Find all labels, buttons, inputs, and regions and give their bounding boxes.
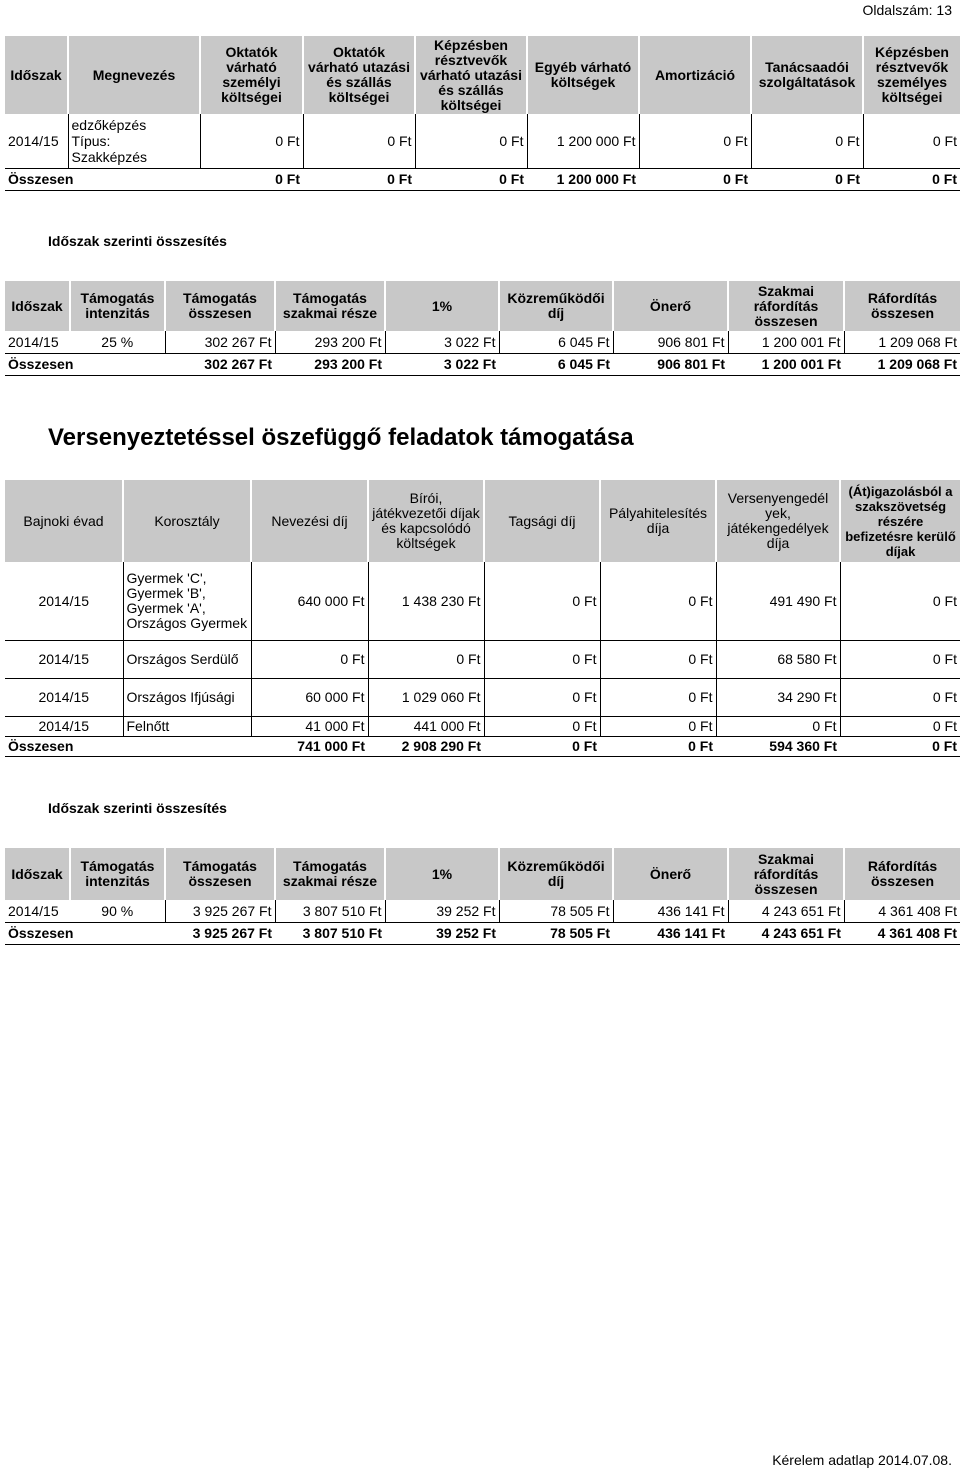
value-cell: 0 Ft: [751, 114, 863, 168]
value-cell: 0 Ft: [251, 640, 368, 678]
name-line: Szakképzés: [71, 148, 147, 165]
table-row: [5, 716, 960, 736]
value-cell: 34 290 Ft: [716, 678, 840, 716]
total-value: 594 360 Ft: [716, 736, 840, 756]
col-header: Tagsági díj: [484, 480, 600, 562]
section-title: Időszak szerinti összesítés: [48, 233, 227, 249]
col-header: Bajnoki évad: [5, 480, 123, 562]
total-value: 293 200 Ft: [275, 353, 385, 375]
col-header: Ráfordítás összesen: [844, 281, 960, 331]
value-cell: 0 Ft: [600, 562, 716, 640]
value-cell: 0 Ft: [303, 114, 415, 168]
col-header: Oktatók várható személyi költségei: [200, 36, 303, 114]
col-header: Ráfordítás összesen: [844, 848, 960, 900]
col-header: Időszak: [5, 848, 70, 900]
total-label: Összesen: [5, 353, 165, 375]
total-row: [5, 353, 960, 375]
value-cell: 0 Ft: [484, 716, 600, 736]
col-header: Egyéb várható költségek: [527, 36, 639, 114]
col-header: Közreműködői díj: [499, 848, 613, 900]
value-cell: 1 200 001 Ft: [728, 331, 844, 353]
col-header: Szakmai ráfordítás összesen: [728, 848, 844, 900]
value-cell: 39 252 Ft: [385, 900, 499, 922]
name-line: Típus:: [71, 132, 111, 149]
value-cell: 0 Ft: [840, 562, 960, 640]
total-value: 436 141 Ft: [613, 922, 728, 944]
period-cell: 2014/15: [5, 114, 68, 168]
col-header: 1%: [385, 848, 499, 900]
value-cell: 0 Ft: [840, 716, 960, 736]
season-cell: 2014/15: [5, 640, 123, 678]
total-value: 0 Ft: [484, 736, 600, 756]
col-header: 1%: [385, 281, 499, 331]
section-title: Időszak szerinti összesítés: [48, 800, 227, 816]
value-cell: 302 267 Ft: [165, 331, 275, 353]
value-cell: 0 Ft: [863, 114, 960, 168]
value-cell: 441 000 Ft: [368, 716, 484, 736]
value-cell: 491 490 Ft: [716, 562, 840, 640]
value-cell: 0 Ft: [840, 678, 960, 716]
value-cell: 1 209 068 Ft: [844, 331, 960, 353]
col-header: Képzésben résztvevők várható utazási és szállás költségei: [415, 36, 527, 114]
col-header: Tanácsaadói szolgáltatások: [751, 36, 863, 114]
page-title: Versenyeztetéssel öszefüggő feladatok támogatása: [48, 424, 634, 451]
col-header: Időszak: [5, 281, 70, 331]
value-cell: 60 000 Ft: [251, 678, 368, 716]
value-cell: 6 045 Ft: [499, 331, 613, 353]
value-cell: 3 925 267 Ft: [165, 900, 275, 922]
col-header: Korosztály: [123, 480, 251, 562]
total-row: [5, 922, 960, 944]
col-header: Nevezési díj: [251, 480, 368, 562]
col-header: Támogatás szakmai része: [275, 848, 385, 900]
name-line: edzőképzés: [71, 116, 147, 133]
total-value: 741 000 Ft: [251, 736, 368, 756]
col-header: Oktatók várható utazási és szállás költségei: [303, 36, 415, 114]
value-cell: 78 505 Ft: [499, 900, 613, 922]
table-row: [5, 114, 960, 168]
value-cell: 0 Ft: [600, 678, 716, 716]
total-label: Összesen: [5, 922, 165, 944]
col-header: Támogatás intenzitás: [70, 848, 165, 900]
total-value: 39 252 Ft: [385, 922, 499, 944]
value-cell: 0 Ft: [484, 562, 600, 640]
value-cell: 25 %: [70, 331, 165, 353]
col-header: Időszak: [5, 36, 68, 114]
total-value: 0 Ft: [840, 736, 960, 756]
total-value: 3 925 267 Ft: [165, 922, 275, 944]
value-cell: 68 580 Ft: [716, 640, 840, 678]
age-group-cell: Felnőtt: [123, 716, 251, 736]
page-footer: Kérelem adatlap 2014.07.08.: [772, 1452, 952, 1468]
total-value: 2 908 290 Ft: [368, 736, 484, 756]
total-value: 1 200 000 Ft: [527, 168, 639, 190]
value-cell: 0 Ft: [368, 640, 484, 678]
col-header: Támogatás összesen: [165, 848, 275, 900]
season-cell: 2014/15: [5, 678, 123, 716]
total-row: [5, 168, 960, 190]
age-group-cell: Országos Ifjúsági: [123, 678, 251, 716]
age-group-cell: Országos Serdülő: [123, 640, 251, 678]
total-value: 4 243 651 Ft: [728, 922, 844, 944]
col-header: Önerő: [613, 848, 728, 900]
total-value: 3 807 510 Ft: [275, 922, 385, 944]
col-header: Szakmai ráfordítás összesen: [728, 281, 844, 331]
col-header: Közreműködői díj: [499, 281, 613, 331]
value-cell: 1 200 000 Ft: [527, 114, 639, 168]
total-label: Összesen: [5, 168, 200, 190]
value-cell: 4 243 651 Ft: [728, 900, 844, 922]
col-header: Megnevezés: [68, 36, 200, 114]
col-header: Pályahitelesítés díja: [600, 480, 716, 562]
table-row: [5, 562, 960, 640]
value-cell: 0 Ft: [600, 640, 716, 678]
value-cell: 0 Ft: [600, 716, 716, 736]
value-cell: 4 361 408 Ft: [844, 900, 960, 922]
col-header: (Át)igazolásból a szakszövetség részére befizetésre kerülő díjak: [840, 480, 960, 562]
value-cell: 0 Ft: [484, 640, 600, 678]
value-cell: 3 807 510 Ft: [275, 900, 385, 922]
value-cell: 1 438 230 Ft: [368, 562, 484, 640]
col-header: Támogatás összesen: [165, 281, 275, 331]
value-cell: 640 000 Ft: [251, 562, 368, 640]
total-value: 6 045 Ft: [499, 353, 613, 375]
total-value: 0 Ft: [303, 168, 415, 190]
total-value: 302 267 Ft: [165, 353, 275, 375]
total-value: 0 Ft: [600, 736, 716, 756]
page-number: Oldalszám: 13: [862, 2, 952, 18]
total-value: 78 505 Ft: [499, 922, 613, 944]
col-header: Képzésben résztvevők személyes költségei: [863, 36, 960, 114]
value-cell: 0 Ft: [716, 716, 840, 736]
value-cell: 436 141 Ft: [613, 900, 728, 922]
age-group-cell: Gyermek 'C', Gyermek 'B', Gyermek 'A', Országos Gyermek: [123, 562, 251, 640]
table-row: [5, 678, 960, 716]
value-cell: 90 %: [70, 900, 165, 922]
value-cell: 906 801 Ft: [613, 331, 728, 353]
summary-table: [5, 281, 960, 376]
value-cell: 293 200 Ft: [275, 331, 385, 353]
col-header: Bírói, játékvezetői díjak és kapcsolódó költségek: [368, 480, 484, 562]
col-header: Amortizáció: [639, 36, 751, 114]
total-value: 0 Ft: [200, 168, 303, 190]
name-cell: [68, 114, 200, 168]
total-value: 0 Ft: [639, 168, 751, 190]
total-row: [5, 736, 960, 756]
col-header: Önerő: [613, 281, 728, 331]
season-cell: 2014/15: [5, 716, 123, 736]
total-value: 4 361 408 Ft: [844, 922, 960, 944]
season-cell: 2014/15: [5, 562, 123, 640]
total-value: 3 022 Ft: [385, 353, 499, 375]
total-value: 1 200 001 Ft: [728, 353, 844, 375]
value-cell: 3 022 Ft: [385, 331, 499, 353]
value-cell: 41 000 Ft: [251, 716, 368, 736]
total-value: 0 Ft: [863, 168, 960, 190]
value-cell: 1 029 060 Ft: [368, 678, 484, 716]
total-value: 1 209 068 Ft: [844, 353, 960, 375]
value-cell: 0 Ft: [200, 114, 303, 168]
cost-table: [5, 36, 960, 191]
period-cell: 2014/15: [5, 331, 70, 353]
value-cell: 0 Ft: [639, 114, 751, 168]
value-cell: 0 Ft: [415, 114, 527, 168]
col-header: Versenyengedél yek, játékengedélyek díja: [716, 480, 840, 562]
value-cell: 0 Ft: [484, 678, 600, 716]
period-cell: 2014/15: [5, 900, 70, 922]
total-value: 906 801 Ft: [613, 353, 728, 375]
col-header: Támogatás szakmai része: [275, 281, 385, 331]
table-row: [5, 640, 960, 678]
table-row: [5, 331, 960, 353]
competition-table: [5, 480, 960, 757]
table-row: [5, 900, 960, 922]
total-label: Összesen: [5, 736, 251, 756]
total-value: 0 Ft: [751, 168, 863, 190]
summary-table: [5, 848, 960, 945]
col-header: Támogatás intenzitás: [70, 281, 165, 331]
value-cell: 0 Ft: [840, 640, 960, 678]
total-value: 0 Ft: [415, 168, 527, 190]
